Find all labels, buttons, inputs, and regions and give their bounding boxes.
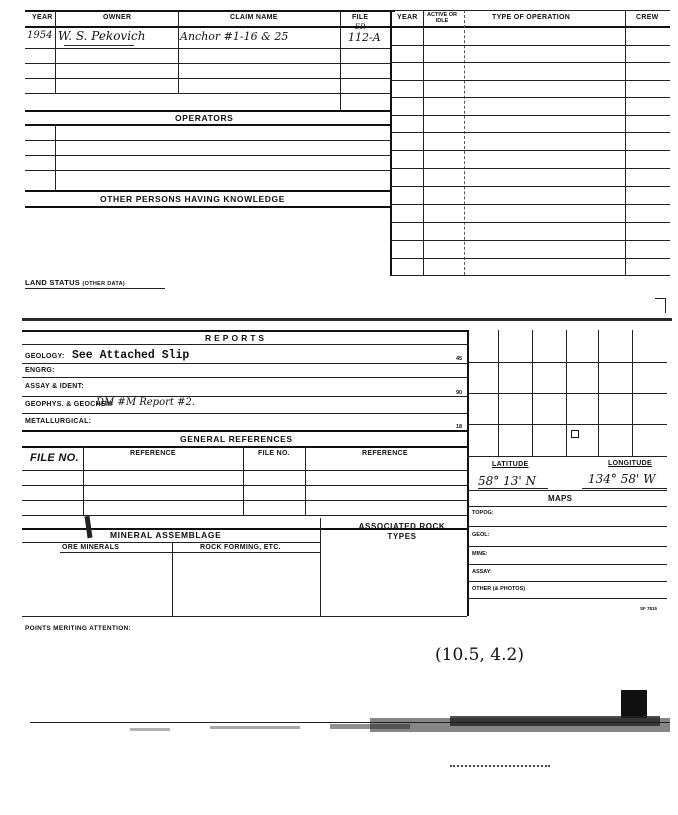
general-references-title: GENERAL REFERENCES [180, 434, 293, 444]
mineral-assemblage-title: MINERAL ASSEMBLAGE [110, 530, 222, 540]
header-year-2: YEAR [397, 14, 418, 21]
header-claim-name: CLAIM NAME [230, 14, 278, 21]
margin-number-1: 45 [456, 356, 463, 362]
margin-number-3: 18 [456, 424, 463, 430]
associated-rock-types: ASSOCIATED ROCK TYPES [358, 522, 446, 541]
header-file: FILE [352, 14, 369, 21]
gr-reference-label-2: REFERENCE [362, 450, 408, 457]
margin-number-2: 90 [456, 390, 463, 396]
scan-noise-band [30, 712, 670, 738]
operators-label: OPERATORS [175, 113, 234, 123]
points-meriting-attention-label: POINTS MERITING ATTENTION: [25, 625, 132, 632]
other-persons-label: OTHER PERSONS HAVING KNOWLEDGE [100, 194, 286, 204]
owner-row-file: 112-A [348, 31, 381, 44]
header-crew: CREW [636, 14, 659, 21]
geology-value: See Attached Slip [72, 349, 190, 362]
latitude-value: 58° 13' N [478, 474, 536, 488]
longitude-label: LONGITUDE [608, 460, 652, 467]
coordinates-note: (10.5, 4.2) [435, 645, 524, 665]
owner-table [0, 0, 678, 280]
header-owner: OWNER [103, 14, 132, 21]
owner-row-file-mark: ER [355, 23, 366, 31]
assay-label: ASSAY & IDENT: [25, 383, 85, 390]
maps-geol: GEOL: [472, 532, 490, 538]
maps-assay: ASSAY: [472, 569, 492, 575]
scan-dots [450, 765, 550, 771]
owner-row-claim-name: Anchor #1-16 & 25 [180, 30, 289, 43]
reports-title: REPORTS [205, 333, 268, 343]
scan-artifact-line [22, 318, 672, 321]
gr-reference-label: REFERENCE [130, 450, 176, 457]
maps-mine: MINE: [472, 551, 488, 557]
maps-title: MAPS [548, 494, 573, 503]
small-square-mark [571, 430, 579, 438]
header-year: YEAR [32, 14, 53, 21]
header-active-or-idle: ACTIVE OR IDLE [427, 12, 457, 24]
latitude-label: LATITUDE [492, 461, 529, 468]
corner-mark [655, 298, 666, 313]
gr-file-no-label: FILE NO. [30, 452, 79, 464]
header-type-of-operation: TYPE OF OPERATION [492, 14, 571, 21]
rock-forming-label: ROCK FORMING, ETC. [200, 544, 281, 551]
ore-minerals-label: ORE MINERALS [62, 544, 120, 551]
gr-file-no-label-2: FILE NO. [258, 450, 290, 457]
ink-smudge [84, 516, 92, 538]
maps-other: OTHER (& PHOTOS) [472, 586, 526, 592]
form-number: SF 7815 [640, 606, 658, 611]
engrg-label: ENGRG: [25, 367, 55, 374]
owner-row-owner: W. S. Pekovich [58, 29, 146, 43]
longitude-value: 134° 58' W [588, 472, 656, 486]
maps-topog: TOPOG: [472, 510, 494, 516]
geophys-label: GEOPHYS. & GEOCHEM [25, 401, 113, 408]
owner-row-year: 1954 [27, 30, 53, 41]
geophys-value: DM #M Report #2. [96, 397, 195, 408]
metallurgical-label: METALLURGICAL: [25, 418, 92, 425]
geology-label: GEOLOGY: [25, 353, 65, 360]
land-status-label: LAND STATUS (OTHER DATA) [25, 278, 125, 287]
